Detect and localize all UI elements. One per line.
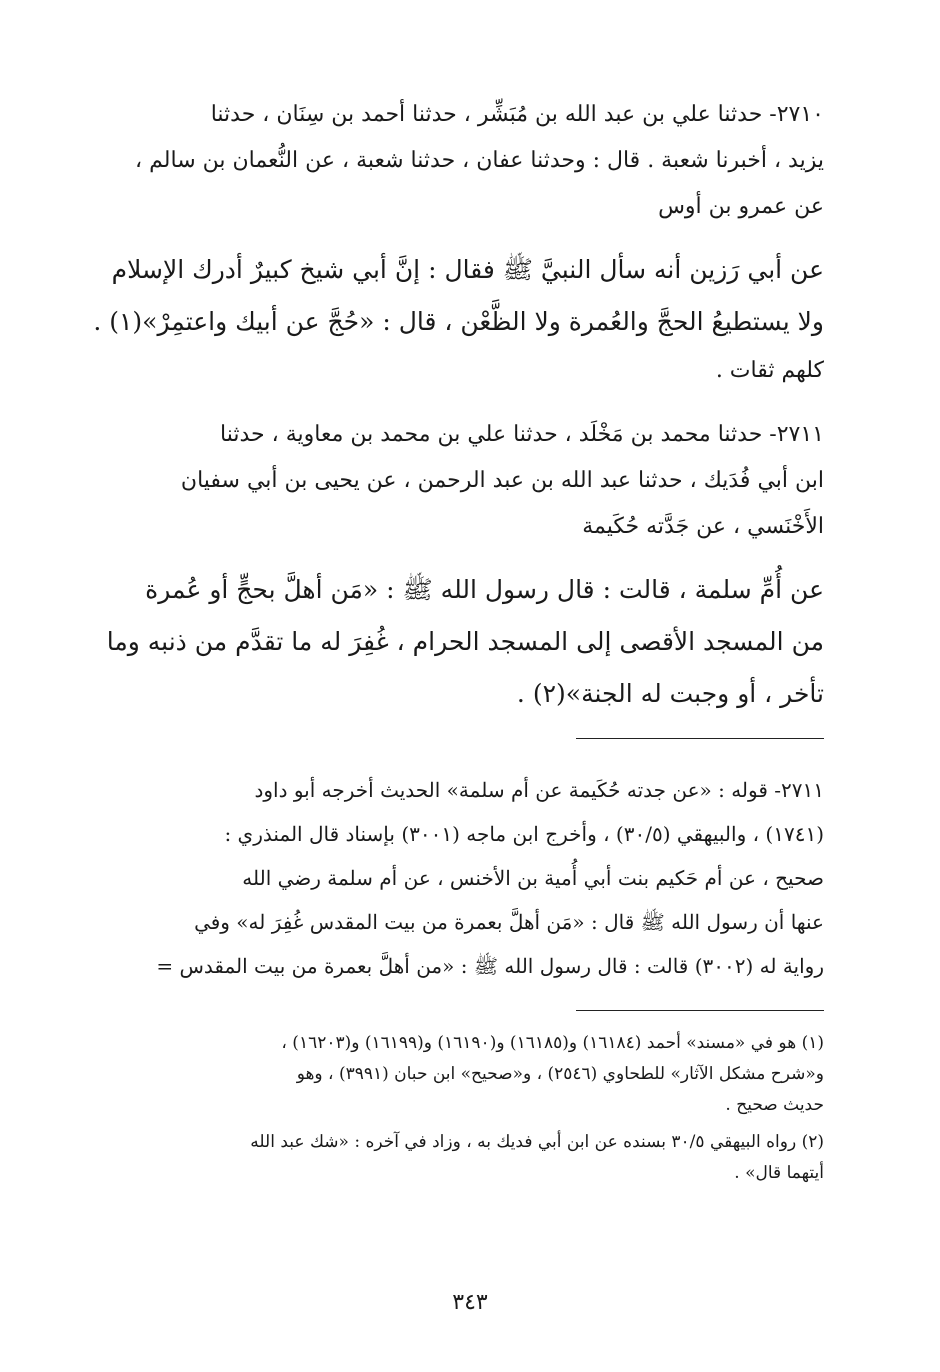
commentary-line: عنها أن رسول الله ﷺ قال : «مَن أهلَّ بعمرة من بيت المقدس غُفِرَ له» وفي	[194, 910, 824, 934]
commentary-separator-wrap	[112, 738, 824, 768]
commentary-line: ٢٧١١- قوله : «عن جدته حُكَيمة عن أم سلمة» الحديث أخرجه أبو داود	[254, 778, 824, 802]
isnad-line: ٢٧١١- حدثنا محمد بن مَخْلَد ، حدثنا علي بن محمد بن معاوية ، حدثنا	[220, 422, 824, 447]
footnote-line: حديث صحيح .	[725, 1095, 824, 1115]
commentary-line: صحيح ، عن أم حَكيم بنت أبي أُمية بن الأخنس ، عن أم سلمة رضي الله	[242, 866, 824, 890]
hadith-2711-matn	[106, 564, 824, 720]
hadith-2711-isnad	[112, 412, 824, 550]
isnad-line: ٢٧١٠- حدثنا علي بن عبد الله بن مُبَشِّر ، حدثنا أحمد بن سِنَان ، حدثنا	[210, 102, 824, 127]
commentary-line: رواية له (٣٠٠٢) قالت : قال رسول الله ﷺ : «من أهلَّ بعمرة من بيت المقدس =	[156, 954, 824, 978]
hadith-2710-grading	[112, 348, 824, 394]
isnad-line: ابن أبي فُدَيك ، حدثنا عبد الله بن عبد الرحمن ، عن يحيى بن أبي سفيان	[180, 468, 824, 493]
commentary-line: (١٧٤١) ، والبيهقي (٣٠/٥) ، وأخرج ابن ماجه (٣٠٠١) بإسناد قال المنذري :	[224, 822, 824, 846]
footnote-line: أيتهما قال» .	[734, 1163, 824, 1183]
page-number: ٣٤٣	[452, 1290, 488, 1315]
footnote-line: و«شرح مشكل الآثار» للطحاوي (٢٥٤٦) ، و«صحيح» ابن حبان (٣٩٩١) ، وهو	[296, 1064, 824, 1084]
hadith-2710-matn	[93, 244, 824, 348]
commentary-separator	[576, 738, 824, 739]
isnad-line: عن عمرو بن أوس	[658, 194, 824, 219]
grading-line: كلهم ثقات .	[715, 358, 824, 383]
hadith-2710-isnad	[112, 92, 824, 230]
matn-line: تأخر ، أو وجبت له الجنة»(٢) .	[516, 679, 824, 708]
matn-line: عن أُمِّ سلمة ، قالت : قال رسول الله ﷺ : «مَن أهلَّ بحجٍّ أو عُمرة	[145, 575, 824, 604]
footnote-separator	[576, 1010, 824, 1011]
footnote-line: (٢) رواه البيهقي ٣٠/٥ بسنده عن ابن أبي فديك به ، وزاد في آخره : «شك عبد الله	[250, 1132, 824, 1152]
matn-line: عن أبي رَزين أنه سأل النبيَّ ﷺ فقال : إنَّ أبي شيخ كبيرٌ أدرك الإسلام	[111, 255, 824, 284]
footnote-separator-wrap	[112, 1010, 824, 1028]
isnad-line: يزيد ، أخبرنا شعبة . قال : وحدثنا عفان ، حدثنا شعبة ، عن النُّعمان بن سالم ،	[135, 148, 824, 173]
footnote-line: (١) هو في «مسند» أحمد (١٦١٨٤) و(١٦١٨٥) و(١٦١٩٠) و(١٦١٩٩) و(١٦٢٠٣) ،	[281, 1033, 824, 1053]
isnad-line: الأَخْنَسي ، عن جَدَّته حُكَيمة	[582, 514, 824, 539]
footnote-2	[112, 1127, 824, 1189]
footnotes	[112, 1028, 824, 1189]
matn-line: من المسجد الأقصى إلى المسجد الحرام ، غُفِرَ له ما تقدَّم من ذنبه وما	[106, 627, 824, 656]
matn-line: ولا يستطيعُ الحجَّ والعُمرة ولا الظَّعْن ، قال : «حُجَّ عن أبيك واعتمِرْ»(١) .	[93, 307, 824, 336]
footnote-1	[112, 1028, 824, 1121]
commentary	[112, 768, 824, 988]
page-body	[93, 92, 824, 1189]
